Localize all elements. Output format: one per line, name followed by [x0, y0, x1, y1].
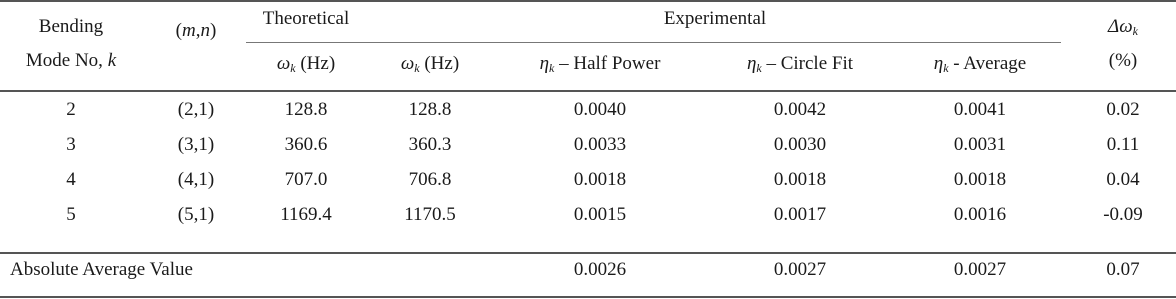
- subheader-exp-freq: [370, 52, 490, 76]
- summary-delta: 0.07: [1106, 259, 1140, 280]
- eta-avg-text: - Average: [948, 53, 1027, 74]
- cell-k: 5: [66, 204, 76, 225]
- table-row: [0, 168, 1176, 202]
- summary-rule: [0, 252, 1176, 254]
- cell-avg: 0.0018: [953, 169, 1007, 190]
- cell-k: 3: [66, 134, 76, 155]
- table-row: [0, 203, 1176, 237]
- bottom-rule: [0, 296, 1176, 298]
- eta-half-text: – Half Power: [554, 53, 661, 74]
- cell-theo: 1169.4: [280, 204, 332, 225]
- cell-half: 0.0040: [573, 99, 627, 120]
- theo-omega: ω: [276, 53, 291, 74]
- eta-half-sub: k: [549, 61, 555, 75]
- header-delta-unit: (%): [1108, 50, 1138, 71]
- subheader-theo-freq: [245, 52, 367, 76]
- exp-omega-sub: k: [414, 61, 420, 75]
- cell-half: 0.0033: [573, 134, 627, 155]
- header-experimental: Experimental: [663, 8, 767, 29]
- eta-half-symbol: η: [539, 53, 550, 74]
- summary-half: 0.0026: [573, 259, 627, 280]
- cell-exp: 706.8: [408, 169, 452, 190]
- summary-label: Absolute Average Value: [10, 259, 193, 280]
- subheader-eta-half: [500, 52, 700, 76]
- eta-circle-sub: k: [756, 61, 762, 75]
- summary-circle: 0.0027: [773, 259, 827, 280]
- cell-circle: 0.0042: [773, 99, 827, 120]
- table-row: [0, 98, 1176, 132]
- exp-unit: (Hz): [419, 53, 460, 74]
- summary-avg: 0.0027: [953, 259, 1007, 280]
- cell-delta: -0.09: [1103, 204, 1143, 225]
- subheader-eta-avg: [895, 52, 1065, 76]
- header-mode-line2: Mode No, k: [25, 50, 117, 71]
- cell-mn: (2,1): [177, 99, 215, 120]
- cell-k: 4: [66, 169, 76, 190]
- cell-avg: 0.0041: [953, 99, 1007, 120]
- table-header: [0, 0, 1176, 90]
- cell-circle: 0.0018: [773, 169, 827, 190]
- theo-unit: (Hz): [295, 53, 336, 74]
- cell-theo: 707.0: [284, 169, 328, 190]
- theo-omega-sub: k: [290, 61, 296, 75]
- cell-half: 0.0015: [573, 204, 627, 225]
- header-mode-number: [0, 10, 142, 78]
- header-delta-symbol: Δω: [1108, 16, 1133, 37]
- cell-avg: 0.0031: [953, 134, 1007, 155]
- header-mn: (m,n): [175, 20, 217, 41]
- cell-k: 2: [66, 99, 76, 120]
- cell-exp: 128.8: [408, 99, 452, 120]
- header-theoretical: Theoretical: [262, 8, 350, 29]
- cell-half: 0.0018: [573, 169, 627, 190]
- header-delta: [1070, 10, 1176, 78]
- eta-avg-sub: k: [943, 61, 949, 75]
- cell-circle: 0.0030: [773, 134, 827, 155]
- subheader-eta-circle: [705, 52, 895, 76]
- cell-theo: 128.8: [284, 99, 328, 120]
- cell-avg: 0.0016: [953, 204, 1007, 225]
- subheader-rule: [246, 42, 1061, 43]
- eta-circle-symbol: η: [746, 53, 757, 74]
- exp-omega: ω: [400, 53, 415, 74]
- eta-avg-symbol: η: [933, 53, 944, 74]
- header-mode-line1: Bending: [38, 16, 104, 37]
- summary-row: [0, 258, 1176, 292]
- cell-delta: 0.04: [1106, 169, 1140, 190]
- cell-delta: 0.11: [1106, 134, 1140, 155]
- cell-theo: 360.6: [284, 134, 328, 155]
- eta-circle-text: – Circle Fit: [761, 53, 854, 74]
- cell-mn: (4,1): [177, 169, 215, 190]
- header-rule: [0, 90, 1176, 92]
- cell-exp: 1170.5: [404, 204, 456, 225]
- cell-exp: 360.3: [408, 134, 452, 155]
- cell-circle: 0.0017: [773, 204, 827, 225]
- cell-mn: (3,1): [177, 134, 215, 155]
- cell-mn: (5,1): [177, 204, 215, 225]
- header-delta-sub: k: [1132, 24, 1138, 38]
- cell-delta: 0.02: [1106, 99, 1140, 120]
- table-row: [0, 133, 1176, 167]
